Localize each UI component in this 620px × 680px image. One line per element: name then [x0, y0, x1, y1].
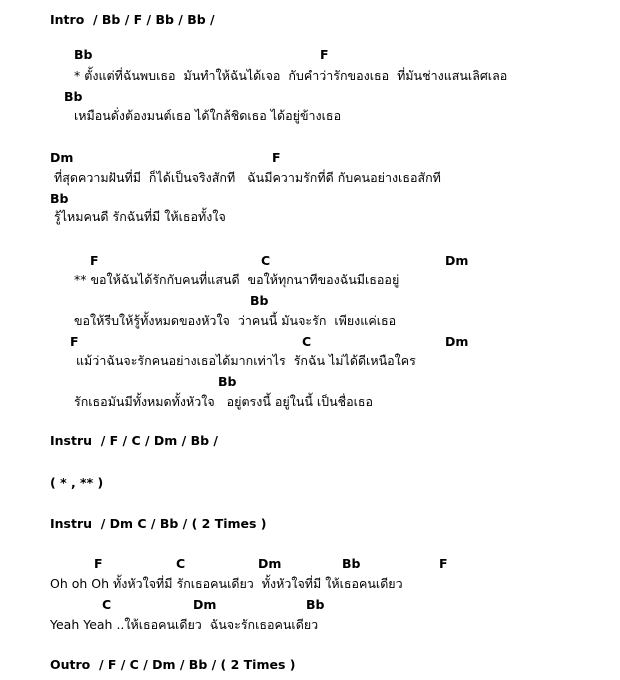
- chord-label: C: [176, 556, 186, 571]
- chord-label: Bb: [342, 556, 361, 571]
- chord-label: Dm: [193, 597, 217, 612]
- lyric-line: แม้ว่าฉันจะรักคนอย่างเธอได้มากเท่าไร รักฉัน ไม่ได้ดีเหนือใคร: [76, 353, 416, 368]
- lyric-line: ** ขอให้ฉันได้รักกับคนที่แสนดี ขอให้ทุกนาทีของฉันมีเธออยู่: [74, 272, 400, 287]
- chord-label: C: [102, 597, 112, 612]
- chord-label: C: [261, 253, 271, 268]
- repeat-marker: ( * , ** ): [50, 475, 104, 490]
- intro-line: Intro / Bb / F / Bb / Bb /: [50, 12, 215, 27]
- chord-label: Bb: [74, 47, 93, 62]
- lyric-line: * ตั้งแต่ที่ฉันพบเธอ มันทำให้ฉันได้เจอ กับคำว่ารักของเธอ ที่มันช่างแสนเลิศเลอ: [74, 68, 508, 83]
- chord-label: F: [439, 556, 448, 571]
- lyric-line: รักเธอมันมีทั้งหมดทั้งหัวใจ อยู่ตรงนี้ อยู่ในนี้ เป็นชื่อเธอ: [74, 394, 374, 409]
- chord-label: Bb: [250, 293, 269, 308]
- chord-label: Bb: [218, 374, 237, 389]
- chord-label: Dm: [258, 556, 282, 571]
- chord-label: F: [70, 334, 79, 349]
- lyric-line: Yeah Yeah ..ให้เธอคนเดียว ฉันจะรักเธอคนเดียว: [50, 617, 319, 632]
- chord-label: Dm: [50, 150, 74, 165]
- lyric-line: เหมือนดั่งต้องมนต์เธอ ได้ใกล้ชิดเธอ ได้อยู่ข้างเธอ: [74, 108, 342, 123]
- chord-label: F: [272, 150, 281, 165]
- chord-label: F: [90, 253, 99, 268]
- chord-label: F: [320, 47, 329, 62]
- chord-label: Dm: [445, 253, 469, 268]
- chord-label: F: [94, 556, 103, 571]
- chord-label: Bb: [306, 597, 325, 612]
- lyric-line: รู้ไหมคนดี รักฉันที่มี ให้เธอทั้งใจ: [54, 209, 226, 224]
- chord-label: C: [302, 334, 312, 349]
- lyric-line: ขอให้รีบให้รู้ทั้งหมดของหัวใจ ว่าคนนี้ มันจะรัก เพียงแค่เธอ: [74, 313, 397, 328]
- outro-line: Outro / F / C / Dm / Bb / ( 2 Times ): [50, 657, 296, 672]
- chord-label: Bb: [50, 191, 69, 206]
- lyric-line: Oh oh Oh ทั้งหัวใจที่มี รักเธอคนเดียว ทั้งหัวใจที่มี ให้เธอคนเดียว: [50, 576, 403, 591]
- instru-line: Instru / Dm C / Bb / ( 2 Times ): [50, 516, 267, 531]
- chord-label: Dm: [445, 334, 469, 349]
- chord-label: Bb: [64, 89, 83, 104]
- lyric-line: ที่สุดความฝันที่มี ก็ได้เป็นจริงสักที ฉันมีความรักที่ดี กับคนอย่างเธอสักที: [54, 170, 441, 185]
- instru-line: Instru / F / C / Dm / Bb /: [50, 433, 218, 448]
